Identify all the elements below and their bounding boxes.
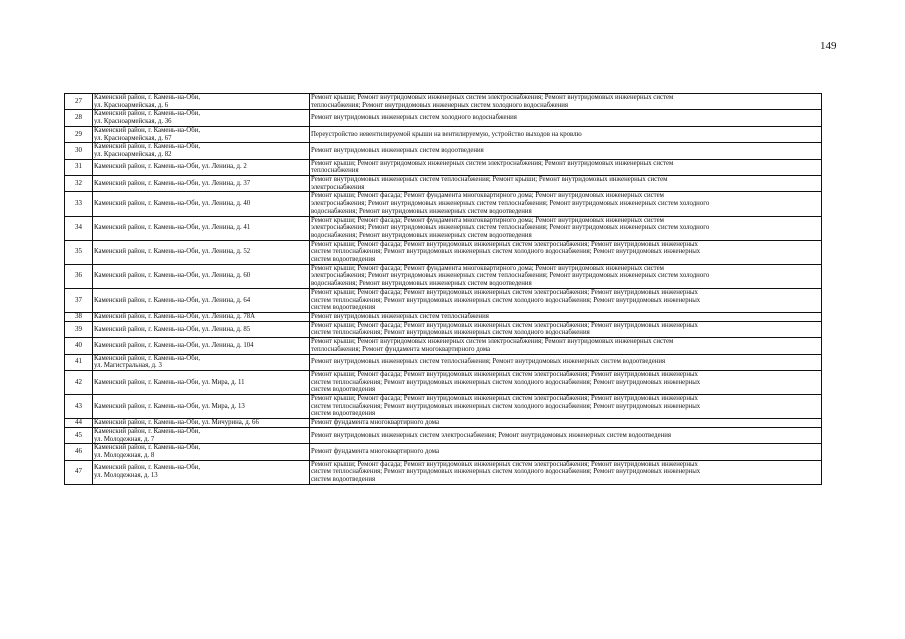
row-number: 32: [65, 176, 93, 192]
address-text: Каменский район, г. Камень-на-Оби, ул. Ленина, д. 37: [94, 179, 251, 187]
table-row: [65, 321, 822, 337]
address-cell: [93, 126, 310, 142]
address-cell: [93, 143, 310, 159]
address-cell: [93, 240, 310, 264]
row-number: 40: [65, 338, 93, 354]
works-text: Ремонт внутридомовых инженерных систем водоотведения: [311, 147, 484, 155]
works-text: Ремонт крыши; Ремонт фасада; Ремонт фундамента многоквартирного дома; Ремонт внутридомовых инженерных систем электроснабжения; Ремонт внутридомовых инженерных систем теплоснабжения; Ремонт внутридомовых инженерных систем холодного водоснабжения; Ремонт внутридомовых инженерных систем водоотведения: [311, 192, 710, 215]
address-text: Каменский район, г. Камень-на-Оби, ул. Ленина, д. 52: [94, 248, 251, 256]
address-cell: [93, 312, 310, 321]
works-text: Ремонт внутридомовых инженерных систем теплоснабжения; Ремонт крыши; Ремонт внутридомовых инженерных систем электроснабжения: [311, 176, 668, 191]
address-cell: [93, 460, 310, 484]
works-cell: [310, 427, 822, 443]
table-row: [65, 240, 822, 264]
table-row: [65, 354, 822, 370]
row-number: 43: [65, 395, 93, 419]
works-cell: [310, 94, 822, 110]
row-number: 29: [65, 126, 93, 142]
table-row: [65, 126, 822, 142]
works-cell: [310, 395, 822, 419]
repairs-table: [64, 93, 822, 485]
row-number: 47: [65, 460, 93, 484]
table-row: [65, 395, 822, 419]
address-text: Каменский район, г. Камень-на-Оби, ул. Ленина, д. 2: [94, 163, 247, 171]
row-number: 35: [65, 240, 93, 264]
table-body: [65, 94, 822, 485]
address-cell: [93, 176, 310, 192]
works-text: Ремонт крыши; Ремонт фасада; Ремонт внутридомовых инженерных систем электроснабжения; Ремонт внутридомовых инженерных систем теплоснабжения; Ремонт внутридомовых инженерных систем холодного водоснабжения; Ремонт внутридомовых инженерных систем водоотведения: [311, 460, 701, 484]
works-cell: [310, 192, 822, 216]
address-cell: [93, 110, 310, 126]
works-cell: [310, 312, 822, 321]
works-cell: [310, 419, 822, 428]
table-row: [65, 419, 822, 428]
address-cell: [93, 192, 310, 216]
works-text: Ремонт крыши; Ремонт внутридомовых инженерных систем электроснабжения; Ремонт внутридомовых инженерных систем теплоснабжения: [311, 159, 674, 175]
works-cell: [310, 321, 822, 337]
works-cell: [310, 176, 822, 192]
table-row: [65, 460, 822, 484]
table-row: [65, 94, 822, 110]
works-cell: [310, 288, 822, 312]
works-text: Ремонт крыши; Ремонт фасада; Ремонт фундамента многоквартирного дома; Ремонт внутридомовых инженерных систем электроснабжения; Ремонт внутридомовых инженерных систем теплоснабжения; Ремонт внутридомовых инженерных систем холодного водоснабжения; Ремонт внутридомовых инженерных систем водоотведения: [311, 264, 710, 288]
table-row: [65, 110, 822, 126]
works-text: Ремонт крыши; Ремонт фасада; Ремонт внутридомовых инженерных систем электроснабжения; Ремонт внутридомовых инженерных систем теплоснабжения; Ремонт внутридомовых инженерных систем холодного водоснабжения: [311, 321, 698, 337]
address-text: Каменский район, г. Камень-на-Оби, ул. Ленина, д. 41: [94, 224, 251, 232]
address-cell: [93, 354, 310, 370]
table-row: [65, 370, 822, 394]
address-text: Каменский район, г. Камень-на-Оби, ул. Молодежная, д. 13: [94, 464, 201, 480]
address-text: Каменский район, г. Камень-на-Оби, ул. Мира, д. 13: [94, 402, 245, 410]
works-cell: [310, 110, 822, 126]
row-number: 41: [65, 354, 93, 370]
row-number: 42: [65, 370, 93, 394]
works-cell: [310, 216, 822, 240]
row-number: 38: [65, 312, 93, 321]
address-text: Каменский район, г. Камень-на-Оби, ул. Красноармейская, д. 6: [94, 94, 201, 109]
works-text: Ремонт крыши; Ремонт фасада; Ремонт внутридомовых инженерных систем электроснабжения; Ремонт внутридомовых инженерных систем теплоснабжения; Ремонт внутридомовых инженерных систем холодного водоснабжения; Ремонт внутридомовых инженерных систем водоотведения: [311, 288, 701, 312]
row-number: 34: [65, 216, 93, 240]
row-number: 45: [65, 427, 93, 443]
table-row: [65, 159, 822, 175]
address-cell: [93, 264, 310, 288]
row-number: 30: [65, 143, 93, 159]
row-number: 31: [65, 159, 93, 175]
row-number: 37: [65, 288, 93, 312]
address-cell: [93, 94, 310, 110]
works-cell: [310, 264, 822, 288]
works-cell: [310, 444, 822, 460]
address-text: Каменский район, г. Камень-на-Оби, ул. Магистральная, д. 3: [94, 354, 201, 370]
works-text: Ремонт крыши; Ремонт фасада; Ремонт фундамента многоквартирного дома; Ремонт внутридомовых инженерных систем электроснабжения; Ремонт внутридомовых инженерных систем теплоснабжения; Ремонт внутридомовых инженерных систем холодного водоснабжения; Ремонт внутридомовых инженерных систем водоотведения: [311, 216, 710, 239]
address-text: Каменский район, г. Камень-на-Оби, ул. Красноармейская, д. 36: [94, 110, 201, 126]
address-text: Каменский район, г. Камень-на-Оби, ул. Ленина, д. 85: [94, 325, 251, 333]
works-cell: [310, 370, 822, 394]
table-row: [65, 444, 822, 460]
address-text: Каменский район, г. Камень-на-Оби, ул. Красноармейская, д. 67: [94, 126, 201, 142]
address-cell: [93, 370, 310, 394]
table-row: [65, 176, 822, 192]
works-text: Ремонт внутридомовых инженерных систем холодного водоснабжения: [311, 114, 517, 122]
works-text: Ремонт внутридомовых инженерных систем теплоснабжения: [311, 312, 489, 320]
works-cell: [310, 354, 822, 370]
works-text: Ремонт крыши; Ремонт фасада; Ремонт внутридомовых инженерных систем электроснабжения; Ремонт внутридомовых инженерных систем теплоснабжения; Ремонт внутридомовых инженерных систем холодного водоснабжения; Ремонт внутридомовых инженерных систем водоотведения: [311, 240, 701, 264]
works-cell: [310, 460, 822, 484]
address-text: Каменский район, г. Камень-на-Оби, ул. Молодежная, д. 8: [94, 444, 201, 459]
address-text: Каменский район, г. Камень-на-Оби, ул. Молодежная, д. 7: [94, 427, 201, 443]
works-text: Ремонт крыши; Ремонт внутридомовых инженерных систем электроснабжения; Ремонт внутридомовых инженерных систем теплоснабжения; Ремонт фундамента многоквартирного дома: [311, 338, 674, 353]
address-text: Каменский район, г. Камень-на-Оби, ул. Мира, д. 11: [94, 378, 245, 386]
works-cell: [310, 240, 822, 264]
works-text: Ремонт фундамента многоквартирного дома: [311, 448, 440, 456]
row-number: 46: [65, 444, 93, 460]
address-cell: [93, 419, 310, 428]
table-row: [65, 216, 822, 240]
row-number: 33: [65, 192, 93, 216]
table-row: [65, 192, 822, 216]
works-text: Ремонт крыши; Ремонт фасада; Ремонт внутридомовых инженерных систем электроснабжения; Ремонт внутридомовых инженерных систем теплоснабжения; Ремонт внутридомовых инженерных систем холодного водоснабжения; Ремонт внутридомовых инженерных систем водоотведения: [311, 370, 701, 394]
works-text: Ремонт внутридомовых инженерных систем электроснабжения; Ремонт внутридомовых инженерных систем водоотведения: [311, 431, 671, 439]
row-number: 28: [65, 110, 93, 126]
works-text: Ремонт крыши; Ремонт внутридомовых инженерных систем электроснабжения; Ремонт внутридомовых инженерных систем теплоснабжения; Ремонт внутридомовых инженерных систем холодного водоснабжения: [311, 94, 674, 109]
row-number: 27: [65, 94, 93, 110]
works-cell: [310, 159, 822, 175]
works-cell: [310, 338, 822, 354]
address-cell: [93, 395, 310, 419]
address-cell: [93, 288, 310, 312]
address-text: Каменский район, г. Камень-на-Оби, ул. Красноармейская, д. 82: [94, 143, 201, 158]
table-row: [65, 338, 822, 354]
table-row: [65, 143, 822, 159]
works-text: Ремонт внутридомовых инженерных систем теплоснабжения; Ремонт внутридомовых инженерных систем водоотведения: [311, 358, 666, 366]
works-cell: [310, 143, 822, 159]
address-text: Каменский район, г. Камень-на-Оби, ул. Ленина, д. 104: [94, 341, 254, 349]
address-cell: [93, 321, 310, 337]
table-row: [65, 427, 822, 443]
address-text: Каменский район, г. Камень-на-Оби, ул. Мичурина, д. 66: [94, 419, 259, 427]
row-number: 39: [65, 321, 93, 337]
address-cell: [93, 338, 310, 354]
table-row: [65, 312, 822, 321]
table-row: [65, 264, 822, 288]
address-cell: [93, 427, 310, 443]
table-row: [65, 288, 822, 312]
address-text: Каменский район, г. Камень-на-Оби, ул. Ленина, д. 64: [94, 296, 251, 304]
works-text: Ремонт крыши; Ремонт фасада; Ремонт внутридомовых инженерных систем электроснабжения; Ремонт внутридомовых инженерных систем теплоснабжения; Ремонт внутридомовых инженерных систем холодного водоснабжения; Ремонт внутридомовых инженерных систем водоотведения: [311, 395, 701, 418]
page-number: 149: [820, 40, 837, 52]
row-number: 44: [65, 419, 93, 428]
address-text: Каменский район, г. Камень-на-Оби, ул. Ленина, д. 78А: [94, 312, 256, 320]
works-cell: [310, 126, 822, 142]
works-text: Переустройство невентилируемой крыши на вентилируемую, устройство выходов на кровлю: [311, 130, 582, 138]
row-number: 36: [65, 264, 93, 288]
works-text: Ремонт фундамента многоквартирного дома: [311, 419, 440, 427]
address-text: Каменский район, г. Камень-на-Оби, ул. Ленина, д. 40: [94, 200, 251, 208]
address-text: Каменский район, г. Камень-на-Оби, ул. Ленина, д. 60: [94, 272, 251, 280]
address-cell: [93, 216, 310, 240]
address-cell: [93, 444, 310, 460]
address-cell: [93, 159, 310, 175]
